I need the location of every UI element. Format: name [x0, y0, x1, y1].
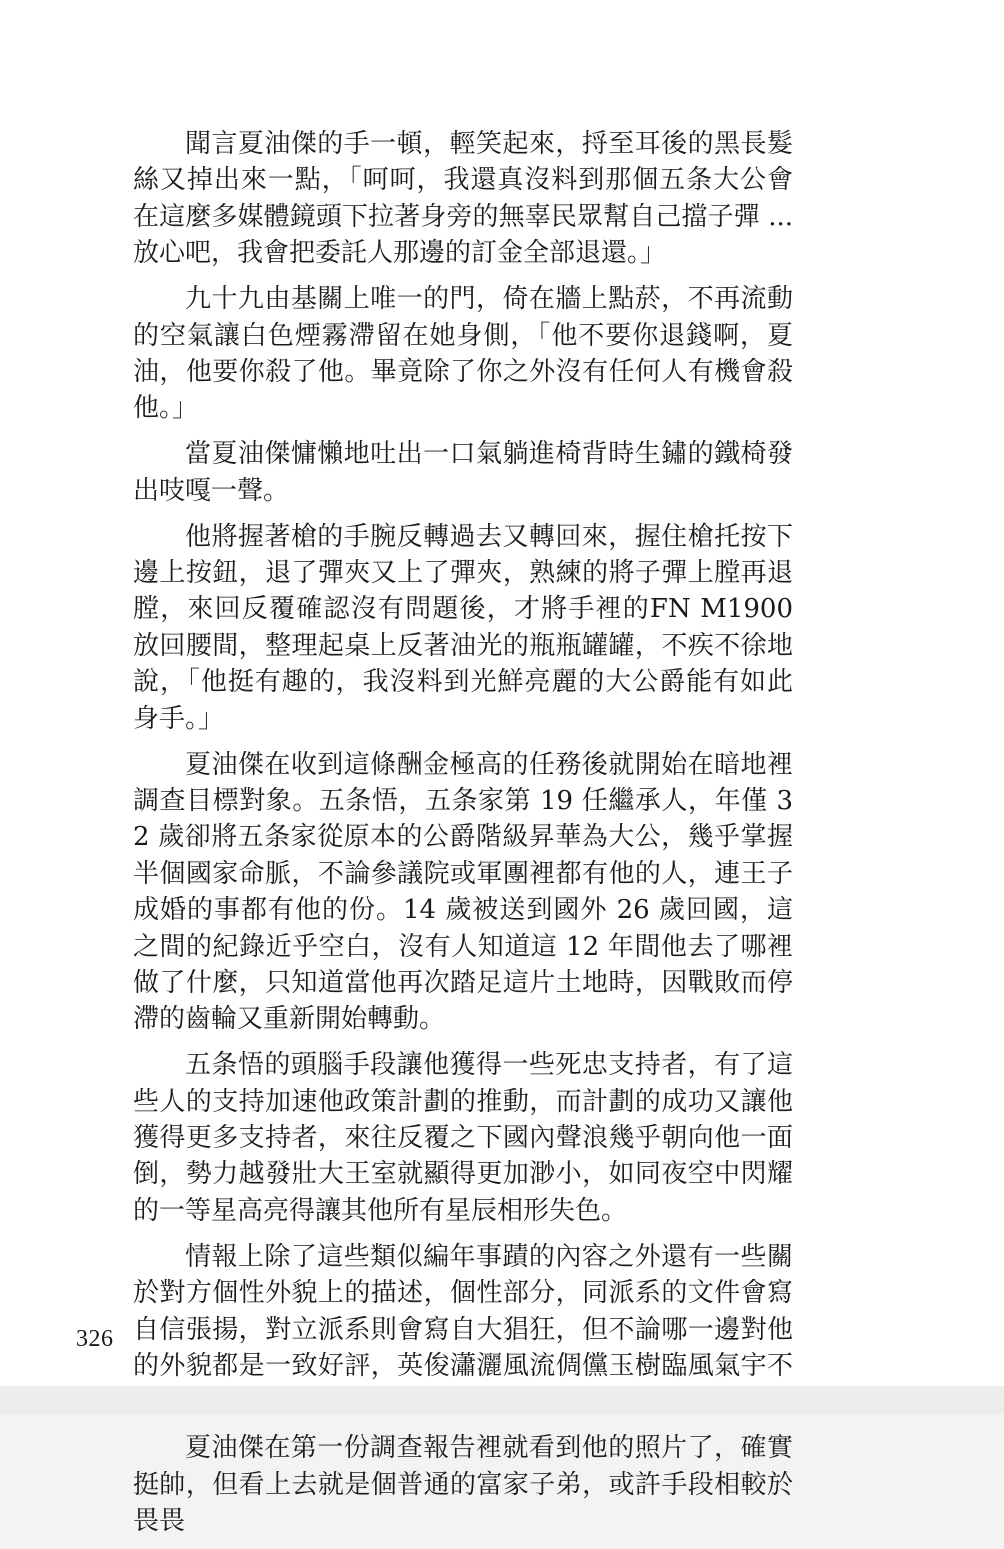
paragraph-2: 九十九由基關上唯一的門，倚在牆上點菸，不再流動的空氣讓白色煙霧滯留在她身側，「他不要你退錢啊，夏油，他要你殺了他。畢竟除了你之外沒有任何人有機會殺他。」 [133, 284, 793, 424]
paragraph-5: 夏油傑在收到這條酬金極高的任務後就開始在暗地裡調查目標對象。五条悟，五条家第 19 任繼承人，年僅 32 歲卻將五条家從原本的公爵階級昇華為大公，幾乎掌握半個國家命脈，不論參議院或軍團裡都有他的人，連王子成婚的事都有他的份。14 歲被送到國外 26 歲回國，這之間的紀錄近乎空白，沒有人知道這 12 年間他去了哪裡做了什麼，只知道當他再次踏足這片土地時，因戰敗而停滯的齒輪又重新開始轉動。 [133, 749, 793, 1035]
paragraph-6: 五条悟的頭腦手段讓他獲得一些死忠支持者，有了這些人的支持加速他政策計劃的推動，而計劃的成功又讓他獲得更多支持者，來往反覆之下國內聲浪幾乎朝向他一面倒，勢力越發壯大王室就顯得更加渺小，如同夜空中閃耀的一等星高亮得讓其他所有星辰相形失色。 [133, 1050, 793, 1226]
paragraph-8: 夏油傑在第一份調查報告裡就看到他的照片了，確實挺帥，但看上去就是個普通的富家子弟，或許手段相較於畏畏 [133, 1433, 793, 1537]
page-bottom-margin [0, 1386, 1004, 1414]
paragraph-3: 當夏油傑慵懶地吐出一口氣躺進椅背時生鏽的鐵椅發出吱嘎一聲。 [133, 439, 793, 506]
paragraph-4: 他將握著槍的手腕反轉過去又轉回來，握住槍托按下邊上按鈕，退了彈夾又上了彈夾，熟練的將子彈上膛再退膛，來回反覆確認沒有問題後，才將手裡的FN M1900放回腰間，整理起桌上反著油光的瓶瓶罐罐，不疾不徐地說，「他挺有趣的，我沒料到光鮮亮麗的大公爵能有如此身手。」 [133, 521, 793, 734]
paragraph-1: 聞言夏油傑的手一頓，輕笑起來，捋至耳後的黑長髮絲又掉出來一點，「呵呵，我還真沒料到那個五条大公會在這麼多媒體鏡頭下拉著身旁的無辜民眾幫自己擋子彈 ... 放心吧，我會把委託人那邊的訂金全部退還。」 [133, 129, 793, 269]
paragraph-7: 情報上除了這些類似編年事蹟的內容之外還有一些關於對方個性外貌上的描述，個性部分，同派系的文件會寫自信張揚，對立派系則會寫自大猖狂，但不論哪一邊對他的外貌都是一致好評，英俊瀟灑風流倜儻玉樹臨風氣宇不 [133, 1241, 793, 1381]
body-text [133, 126, 793, 1549]
page-number: 326 [76, 1326, 114, 1352]
